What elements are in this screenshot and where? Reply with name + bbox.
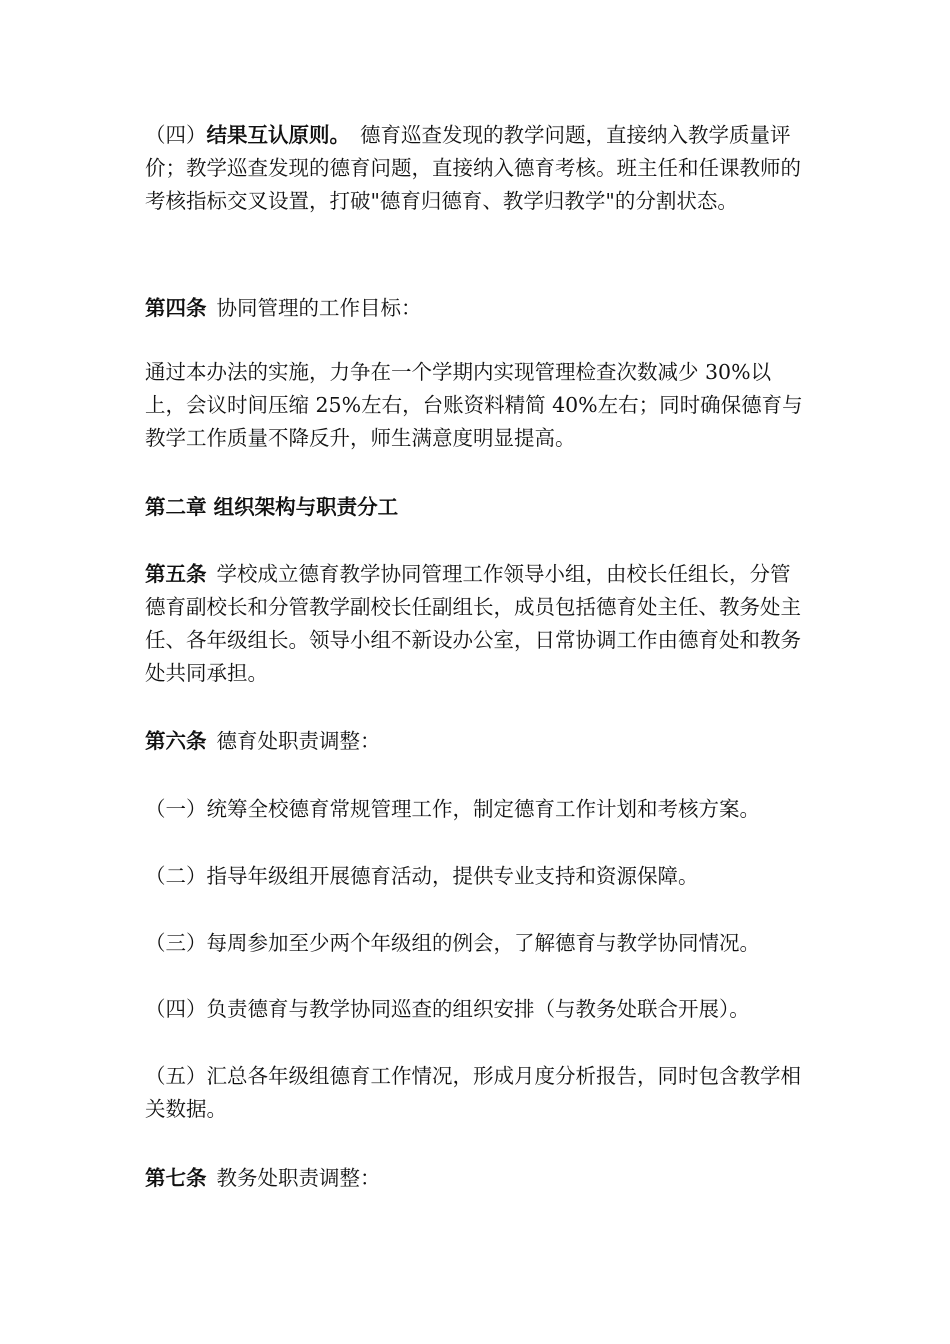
list-item: （五）汇总各年级组德育工作情况，形成月度分析报告，同时包含教学相关数据。 [145, 1064, 801, 1121]
article-7-heading [145, 1162, 810, 1195]
item-prefix: （四） [145, 123, 207, 147]
list-item: （一）统筹全校德育常规管理工作，制定德育工作计划和考核方案。 [145, 797, 760, 821]
principle-mutual-recognition-paragraph [145, 119, 810, 218]
article-6-label: 第六条 [145, 729, 207, 753]
article-5-paragraph [145, 558, 810, 690]
list-item: （四）负责德育与教学协同巡查的组织安排（与教务处联合开展）。 [145, 997, 750, 1021]
principle-text: 德育巡查发现的教学问题，直接纳入教学质量评价；教学巡查发现的德育问题，直接纳入德育考核。班主任和任课教师的考核指标交叉设置，打破"德育归德育、教学归教学"的分割状态。 [145, 123, 801, 213]
article-6-heading [145, 725, 810, 758]
article-4-text: 协同管理的工作目标： [216, 296, 422, 320]
article-6-text: 德育处职责调整： [216, 729, 381, 753]
goal-paragraph: 通过本办法的实施，力争在一个学期内实现管理检查次数减少 30%以上，会议时间压缩 25%左右，台账资料精简 40%左右；同时确保德育与教学工作质量不降反升，师生满意度明显提高。 [145, 360, 803, 450]
article-5-label: 第五条 [145, 562, 207, 586]
article-4-heading [145, 292, 810, 325]
list-item: （二）指导年级组开展德育活动，提供专业支持和资源保障。 [145, 864, 699, 888]
list-item: （三）每周参加至少两个年级组的例会，了解德育与教学协同情况。 [145, 931, 760, 955]
principle-heading: 结果互认原则。 [206, 123, 350, 147]
chapter-2-heading: 第二章 组织架构与职责分工 [145, 495, 399, 519]
article-7-text: 教务处职责调整： [216, 1166, 381, 1190]
article-5-text: 学校成立德育教学协同管理工作领导小组，由校长任组长，分管德育副校长和分管教学副校长任副组长，成员包括德育处主任、教务处主任、各年级组长。领导小组不新设办公室，日常协调工作由德育处和教务处共同承担。 [145, 562, 801, 685]
article-7-label: 第七条 [145, 1166, 207, 1190]
article-4-label: 第四条 [145, 296, 207, 320]
